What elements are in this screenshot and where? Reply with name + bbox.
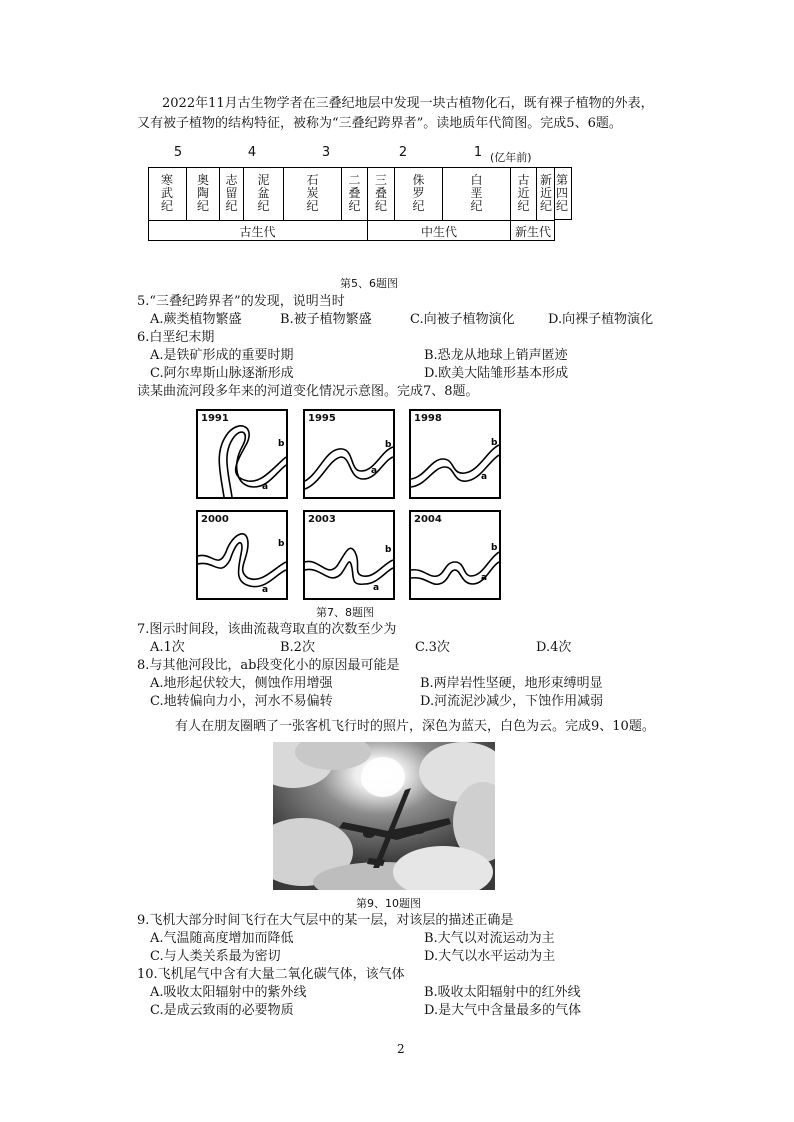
q6-option-d: D.欧美大陆雏形基本形成 — [424, 366, 569, 381]
intro-line-2: 又有被子植物的结构特征，被称为“三叠纪跨界者”。读地质年代简图。完成5、6题。 — [137, 116, 622, 131]
period-devonian: 泥盆纪 — [244, 167, 284, 220]
q5-option-c: C.向被子植物演化 — [410, 312, 515, 327]
year-label: 2004 — [414, 514, 442, 525]
period-paleogene: 古近纪 — [511, 167, 537, 220]
timeline-tick-5: 5 — [173, 145, 183, 160]
era-paleozoic: 古生代 — [148, 220, 368, 241]
timeline-tick-4: 4 — [247, 145, 257, 160]
period-triassic: 三叠纪 — [368, 167, 395, 220]
period-cambrian: 寒武纪 — [148, 167, 187, 220]
timeline-tick-3: 3 — [321, 145, 331, 160]
point-a: a — [371, 466, 378, 476]
river-channel — [198, 512, 286, 598]
year-label: 2003 — [308, 514, 336, 525]
intro-line-1: 2022年11月古生物学者在三叠纪地层中发现一块古植物化石，既有裸子植物的外表， — [162, 96, 654, 111]
q10-option-b: B.吸收太阳辐射中的红外线 — [424, 985, 581, 1000]
q6-option-a: A.是铁矿形成的重要时期 — [150, 348, 294, 363]
period-carboniferous: 石炭纪 — [284, 167, 342, 220]
river-map-2004 — [409, 510, 501, 600]
point-b: b — [278, 539, 285, 549]
river-intro: 读某曲流河段多年来的河道变化情况示意图。完成7、8题。 — [137, 384, 479, 399]
q9-stem: 9.飞机大部分时间飞行在大气层中的某一层，对该层的描述正确是 — [137, 913, 514, 928]
year-label: 2000 — [201, 514, 229, 525]
q8-option-c: C.地转偏向力小，河水不易偏转 — [150, 694, 333, 709]
q7-option-a: A.1次 — [150, 640, 185, 655]
q9-option-a: A.气温随高度增加而降低 — [150, 931, 294, 946]
point-a: a — [262, 482, 269, 492]
point-b: b — [491, 438, 498, 448]
q7-option-b: B.2次 — [280, 640, 315, 655]
year-label: 1995 — [308, 413, 336, 424]
timeline-tick-2: 2 — [398, 145, 408, 160]
river-map-1998 — [409, 409, 501, 499]
period-quaternary: 第四纪 — [555, 167, 572, 220]
photo-caption: 第9、10题图 — [356, 897, 421, 910]
river-channel — [305, 411, 393, 497]
period-silurian: 志留纪 — [220, 167, 244, 220]
q5-option-b: B.被子植物繁盛 — [280, 312, 372, 327]
year-label: 1991 — [201, 413, 229, 424]
q5-stem: 5.“三叠纪跨界者”的发现，说明当时 — [137, 294, 345, 309]
point-a: a — [481, 573, 488, 583]
q7-option-c: C.3次 — [415, 640, 450, 655]
q8-option-d: D.河流泥沙减少，下蚀作用减弱 — [420, 694, 604, 709]
q7-stem: 7.图示时间段，该曲流裁弯取直的次数至少为 — [137, 622, 397, 637]
page-number: 2 — [397, 1042, 405, 1056]
period-jurassic: 侏罗纪 — [395, 167, 443, 220]
river-channel — [411, 512, 499, 598]
point-a: a — [373, 583, 380, 593]
q6-option-c: C.阿尔卑斯山脉逐渐形成 — [150, 366, 294, 381]
q9-option-d: D.大气以水平运动为主 — [424, 949, 556, 964]
point-a: a — [262, 585, 269, 595]
q8-option-a: A.地形起伏较大，侧蚀作用增强 — [150, 676, 333, 691]
q5-option-d: D.向裸子植物演化 — [548, 312, 654, 327]
q10-option-c: C.是成云致雨的必要物质 — [150, 1003, 294, 1018]
q5-option-a: A.蕨类植物繁盛 — [150, 312, 242, 327]
point-b: b — [491, 543, 498, 553]
river-map-1991 — [196, 409, 288, 499]
q7-option-d: D.4次 — [536, 640, 572, 655]
airplane-photo — [273, 742, 495, 890]
period-cretaceous: 白垩纪 — [443, 167, 511, 220]
river-caption: 第7、8题图 — [316, 606, 374, 619]
timeline-caption: 第5、6题图 — [340, 277, 398, 290]
point-b: b — [278, 439, 285, 449]
period-permian: 二叠纪 — [342, 167, 368, 220]
timeline-unit: (亿年前) — [490, 151, 532, 164]
period-neogene: 新近纪 — [539, 173, 552, 213]
year-label: 1998 — [414, 413, 442, 424]
point-a: a — [481, 472, 488, 482]
river-map-2000 — [196, 510, 288, 600]
river-channel — [305, 512, 393, 598]
q6-option-b: B.恐龙从地球上销声匿迹 — [424, 348, 568, 363]
geologic-timeline — [148, 145, 569, 261]
period-ordovician: 奥陶纪 — [187, 167, 220, 220]
river-channel — [198, 411, 286, 497]
river-map-2003 — [303, 510, 395, 600]
q6-stem: 6.白垩纪末期 — [137, 330, 215, 345]
q10-option-d: D.是大气中含量最多的气体 — [424, 1003, 582, 1018]
point-b: b — [385, 545, 392, 555]
q8-option-b: B.两岸岩性坚硬，地形束缚明显 — [420, 676, 603, 691]
photo-intro: 有人在朋友圈晒了一张客机飞行时的照片，深色为蓝天，白色为云。完成9、10题。 — [175, 719, 655, 734]
timeline-tick-1: 1 — [473, 145, 483, 160]
q10-option-a: A.吸收太阳辐射中的紫外线 — [150, 985, 307, 1000]
q9-option-b: B.大气以对流运动为主 — [424, 931, 555, 946]
era-cenozoic: 新生代 — [511, 220, 555, 241]
q10-stem: 10.飞机尾气中含有大量二氧化碳气体，该气体 — [137, 967, 405, 982]
era-mesozoic: 中生代 — [368, 220, 511, 241]
point-b: b — [385, 440, 392, 450]
q9-option-c: C.与人类关系最为密切 — [150, 949, 281, 964]
river-map-1995 — [303, 409, 395, 499]
river-channel — [411, 411, 499, 497]
q8-stem: 8.与其他河段比，ab段变化小的原因最可能是 — [137, 658, 400, 673]
